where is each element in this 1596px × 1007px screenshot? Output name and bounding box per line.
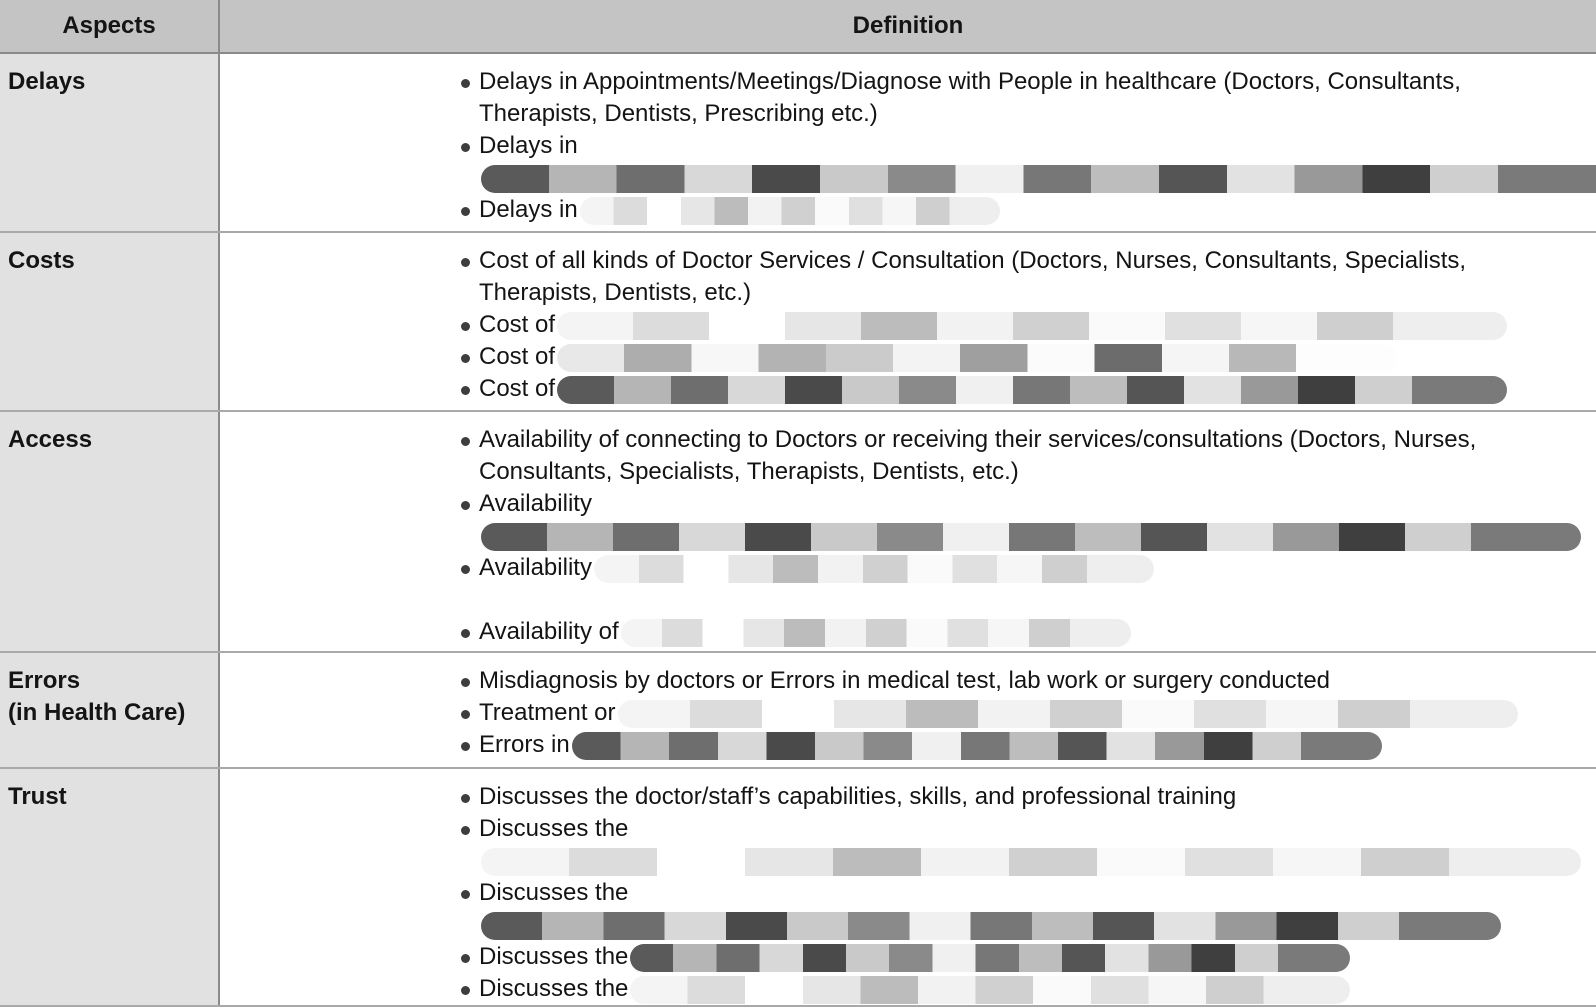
aspect-trust: Trust — [0, 768, 219, 1006]
list-item — [228, 813, 1556, 877]
table-row — [0, 411, 1596, 652]
list-item — [228, 665, 1556, 697]
list-item — [228, 877, 1556, 941]
aspect-costs: Costs — [0, 232, 219, 411]
item-text: Discusses the — [479, 943, 629, 970]
redacted-block — [621, 619, 1131, 647]
aspect-access: Access — [0, 411, 219, 652]
item-text: Misdiagnosis by doctors or Errors in medical test, lab work or surgery conducted — [479, 667, 1331, 694]
header-definition: Definition — [219, 0, 1596, 53]
item-text: Cost of — [479, 343, 556, 370]
redacted-block — [481, 523, 1581, 551]
item-text: Discusses the — [479, 815, 629, 842]
table-row — [0, 652, 1596, 768]
item-text: Errors in — [479, 731, 570, 758]
aspect-errors-line2: (in Health Care) — [8, 699, 186, 726]
redacted-block — [481, 912, 1501, 940]
item-text: Delays in — [479, 196, 578, 223]
definition-cell — [219, 53, 1596, 232]
redacted-block — [557, 312, 1507, 340]
item-text: Cost of all kinds of Doctor Services / Consultation (Doctors, Nurses, Consultants, Specialists, Therapists, Dentists, etc.) — [479, 247, 1467, 306]
item-text: Discusses the — [479, 975, 629, 1002]
item-text: Availability of — [479, 618, 619, 645]
list-item — [228, 488, 1556, 552]
definition-cell — [219, 411, 1596, 652]
item-text: Cost of — [479, 375, 556, 402]
list-item — [228, 781, 1556, 813]
item-text: Availability of connecting to Doctors or receiving their services/consultations (Doctors, Nurses, Consultants, Specialists, Therapists, Dentists, etc.) — [479, 426, 1477, 485]
redacted-block — [594, 555, 1154, 583]
list-item — [228, 341, 1556, 373]
redacted-block — [630, 976, 1350, 1004]
redacted-block — [580, 197, 1000, 225]
definition-cell — [219, 232, 1596, 411]
list-item — [228, 941, 1556, 973]
redacted-block — [557, 376, 1507, 404]
redacted-block — [481, 848, 1581, 876]
item-text: Availability — [479, 554, 592, 581]
redacted-block — [557, 344, 1397, 372]
list-item — [228, 973, 1556, 1005]
header-aspects: Aspects — [0, 0, 219, 53]
table-row — [0, 53, 1596, 232]
definition-cell — [219, 768, 1596, 1006]
item-text: Cost of — [479, 311, 556, 338]
list-item — [228, 729, 1556, 761]
aspect-delays: Delays — [0, 53, 219, 232]
item-text: Delays in Appointments/Meetings/Diagnose with People in healthcare (Doctors, Consultants, Therapists, Dentists, Prescribing etc.) — [479, 68, 1461, 127]
redacted-block — [481, 165, 1596, 193]
redacted-block — [572, 732, 1382, 760]
header-row — [0, 0, 1596, 53]
list-item — [228, 373, 1556, 405]
item-text: Discusses the — [479, 879, 629, 906]
list-item — [228, 245, 1556, 309]
list-item — [228, 130, 1556, 194]
item-text: Delays in — [479, 132, 578, 159]
redacted-block — [630, 944, 1350, 972]
list-item — [228, 194, 1556, 226]
table-row — [0, 768, 1596, 1006]
list-item — [228, 424, 1556, 488]
list-item — [228, 697, 1556, 729]
item-text: Treatment or — [479, 699, 616, 726]
item-text: Discusses the doctor/staff’s capabilities, skills, and professional training — [479, 783, 1237, 810]
aspect-errors — [0, 652, 219, 768]
table-row — [0, 232, 1596, 411]
list-item — [228, 309, 1556, 341]
definition-cell — [219, 652, 1596, 768]
item-text: Availability — [479, 490, 592, 517]
list-item — [228, 552, 1556, 616]
list-item — [228, 66, 1556, 130]
redacted-block — [618, 700, 1518, 728]
aspect-errors-line1: Errors — [8, 667, 81, 694]
list-item — [228, 616, 1556, 648]
